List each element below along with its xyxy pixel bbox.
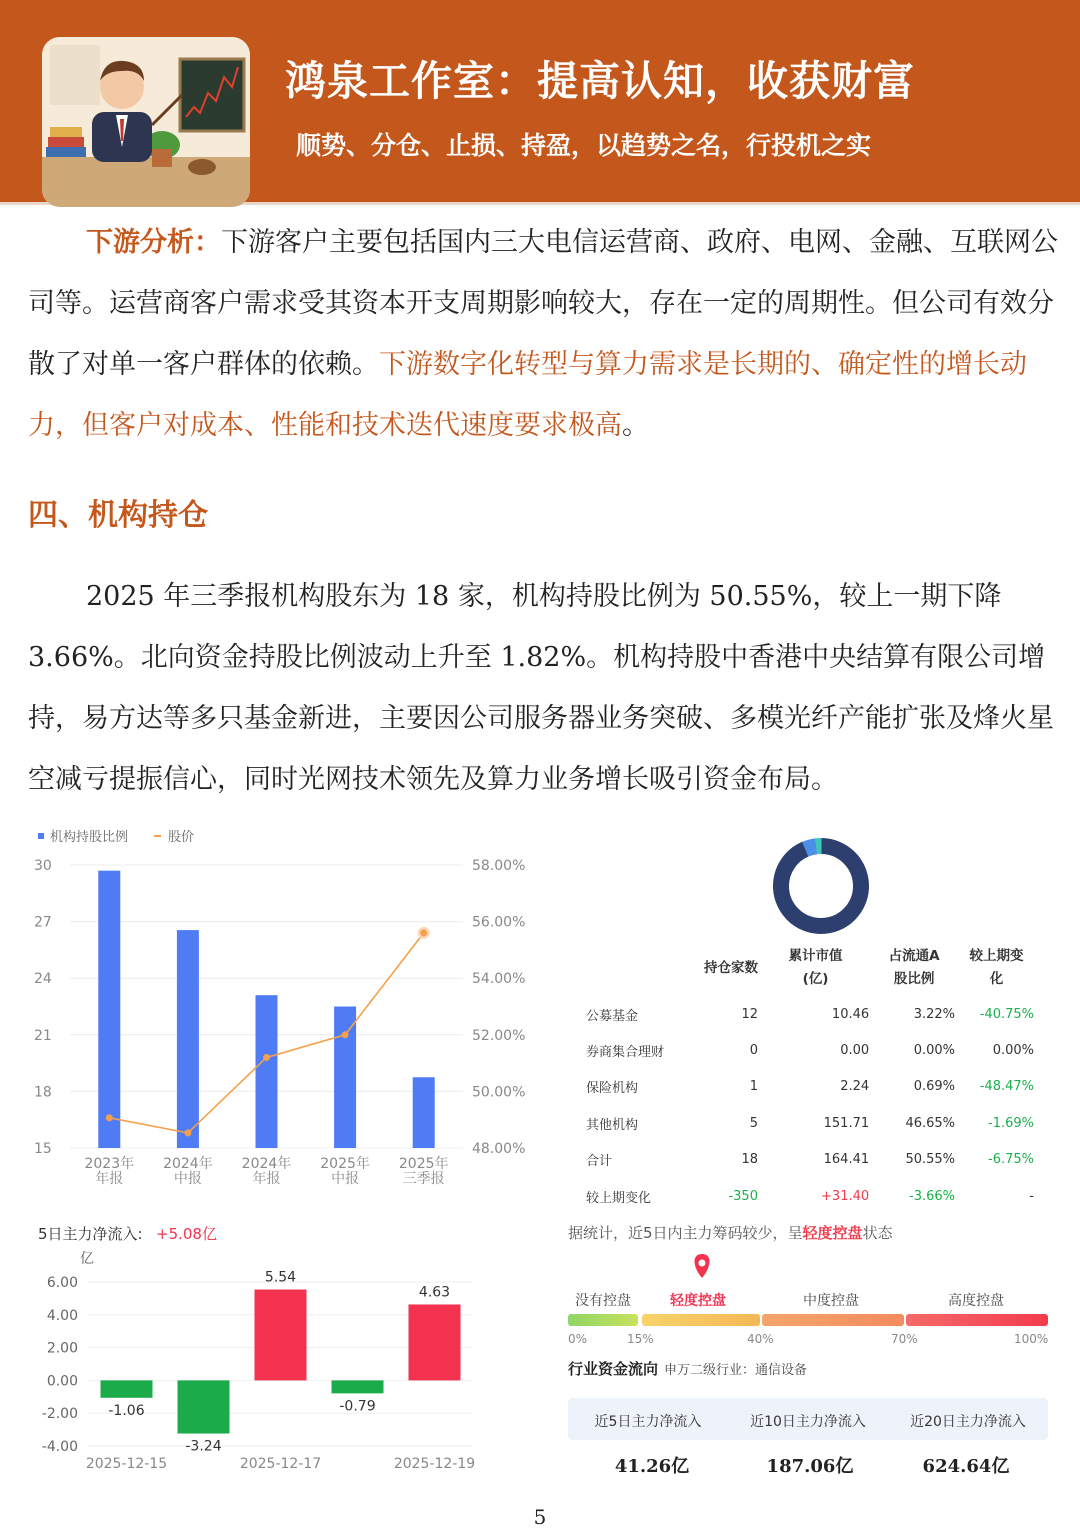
- downstream-highlight: 下游数字化转型与算力需求是长期的、确定性的增长动力，但客户对成本、性能和技术迭代速度要求极高: [28, 349, 1027, 441]
- gauge-marker-dot: [699, 1260, 706, 1267]
- price-point: [106, 1114, 113, 1121]
- y-tick-label: 4.00: [46, 1307, 78, 1324]
- table-cell: -350: [728, 1188, 758, 1204]
- price-point: [184, 1129, 191, 1136]
- gauge-segment: [762, 1314, 904, 1326]
- table-cell: 50.55%: [905, 1152, 956, 1168]
- gauge-segment: [906, 1314, 1048, 1326]
- price-point: [263, 1054, 270, 1061]
- x-tick-label: 2023年: [84, 1156, 135, 1172]
- table-cell: 公募基金: [586, 1008, 639, 1024]
- y-tick-label: 0.00: [46, 1373, 78, 1390]
- section-title: 四、机构持仓: [28, 498, 208, 533]
- flow-title-label: 5日主力净流入:: [38, 1225, 143, 1243]
- flow-bar: [255, 1290, 307, 1381]
- x-tick-label: 2025年: [398, 1156, 449, 1172]
- flow-bar: [409, 1304, 461, 1380]
- industry-header-20d: 近20日主力净流入: [910, 1414, 1026, 1430]
- flow-bar: [178, 1380, 230, 1433]
- right-tick-label: 54.00%: [472, 971, 526, 988]
- industry-header-10d: 近10日主力净流入: [750, 1414, 866, 1430]
- table-cell: +31.40: [821, 1188, 870, 1204]
- table-cell: -1.69%: [988, 1115, 1034, 1131]
- tick-70: 70%: [891, 1332, 918, 1346]
- table-cell: 0.69%: [913, 1079, 956, 1095]
- table-row: [570, 1069, 1050, 1105]
- holding-bar: [413, 1077, 435, 1148]
- table-cell: 18: [741, 1152, 758, 1168]
- table-cell: -6.75%: [988, 1152, 1034, 1168]
- table-header: [691, 940, 762, 996]
- x-tick-label: 中报: [331, 1171, 360, 1187]
- table-header: [873, 940, 959, 996]
- table-cell: 1: [749, 1079, 758, 1095]
- legend-label-price: 股价: [168, 830, 195, 845]
- table-row: [570, 1032, 1050, 1068]
- table-cell: 其他机构: [586, 1117, 639, 1133]
- table-cell: 5: [749, 1115, 758, 1131]
- x-tick-label: 2025-12-15: [85, 1456, 168, 1472]
- industry-value-10d: 187.06亿: [766, 1456, 854, 1477]
- left-tick-label: 15: [34, 1141, 52, 1157]
- x-tick-label: 2025-12-19: [393, 1456, 476, 1472]
- table-cell: 3.22%: [913, 1006, 956, 1022]
- table-cell: 0.00%: [913, 1043, 956, 1059]
- right-tick-label: 58.00%: [472, 858, 526, 874]
- table-cell: 2.24: [840, 1079, 870, 1095]
- y-tick-label: -4.00: [41, 1439, 78, 1455]
- institution-holding-chart: [28, 822, 538, 1197]
- tick-40: 40%: [747, 1332, 774, 1346]
- table-cell: 10.46: [831, 1006, 870, 1022]
- x-tick-label: 2024年: [241, 1156, 292, 1172]
- industry-subtitle: 申万二级行业：通信设备: [664, 1363, 808, 1378]
- y-tick-label: 2.00: [46, 1340, 78, 1357]
- flow-bar: [332, 1380, 384, 1393]
- header-change: 较上期变 化: [969, 948, 1024, 987]
- table-cell: 164.41: [823, 1152, 870, 1168]
- industry-title: 行业资金流向: [568, 1360, 659, 1378]
- table-row: [570, 1142, 1050, 1178]
- y-tick-label: 6.00: [46, 1275, 78, 1291]
- tick-100: 100%: [1014, 1332, 1049, 1346]
- capital-flow-chart: [28, 1218, 483, 1480]
- holding-donut-chart: [770, 835, 872, 937]
- table-cell: 0: [749, 1043, 758, 1059]
- table-cell: 151.71: [823, 1115, 870, 1131]
- flow-value-label: 5.54: [264, 1269, 297, 1286]
- tick-0: 0%: [568, 1332, 588, 1346]
- flow-value-label: -3.24: [185, 1438, 222, 1455]
- x-tick-label: 2024年: [163, 1156, 213, 1172]
- flow-bar: [101, 1380, 153, 1397]
- table-row: [570, 996, 1050, 1032]
- left-tick-label: 21: [34, 1027, 52, 1044]
- table-cell: 12: [741, 1006, 758, 1022]
- holding-bar: [334, 1007, 356, 1149]
- x-tick-label: 2025-12-17: [239, 1456, 322, 1472]
- legend-swatch-holding: [38, 833, 44, 839]
- header-subtitle: 顺势、分仓、止损、持盈，以趋势之名，行投机之实: [296, 131, 872, 160]
- x-tick-label: 三季报: [402, 1171, 445, 1187]
- industry-flow-title: [568, 1358, 807, 1379]
- flow-value-label: 4.63: [418, 1284, 451, 1301]
- flow-value-label: -1.06: [108, 1402, 145, 1419]
- flow-title-value: +5.08亿: [156, 1225, 217, 1243]
- control-statement: [568, 1222, 893, 1243]
- table-cell: 0.00: [840, 1043, 870, 1059]
- table-row: [570, 1178, 1050, 1214]
- table-cell: -: [1029, 1188, 1034, 1204]
- industry-value-20d: 624.64亿: [922, 1456, 1010, 1477]
- legend-label-holding: 机构持股比例: [50, 830, 129, 845]
- page-number: 5: [533, 1505, 547, 1529]
- price-point: [420, 929, 427, 936]
- control-gauge: [565, 1252, 1055, 1332]
- header-holders: 持仓家数: [703, 959, 758, 976]
- table-cell: 保险机构: [586, 1081, 639, 1097]
- right-tick-label: 48.00%: [472, 1141, 526, 1157]
- table-header: [570, 940, 691, 996]
- table-header: [762, 940, 873, 996]
- flow-y-unit: 亿: [80, 1251, 94, 1267]
- level-high: 高度控盘: [948, 1293, 1004, 1309]
- table-header: [959, 940, 1050, 996]
- downstream-label: 下游分析：: [86, 227, 221, 258]
- x-tick-label: 2025年: [320, 1156, 370, 1172]
- flow-value-label: -0.79: [339, 1398, 376, 1415]
- table-header-row: [570, 940, 1050, 996]
- level-none: 没有控盘: [575, 1293, 631, 1309]
- donut-slice: [781, 846, 861, 926]
- table-cell: 46.65%: [905, 1115, 956, 1131]
- tick-15: 15%: [627, 1332, 654, 1346]
- table-cell: -40.75%: [979, 1006, 1034, 1022]
- downstream-text: 下游客户主要包括国内三大电信运营商、政府、电网、金融、互联网公司等。运营商客户需求受其资本开支周期影响较大，存在一定的周期性。但公司有效分散了对单一客户群体的依赖。: [28, 227, 1058, 380]
- header-float-ratio: 占流通A 股比例: [888, 948, 940, 987]
- right-tick-label: 52.00%: [472, 1027, 526, 1044]
- left-tick-label: 27: [34, 914, 52, 931]
- header-market-value: 累计市值 (亿): [788, 948, 843, 987]
- holding-bar: [98, 871, 120, 1148]
- price-point: [342, 1031, 349, 1038]
- table-cell: 合计: [586, 1154, 613, 1170]
- industry-value-5d: 41.26亿: [614, 1456, 690, 1477]
- industry-header-5d: 近5日主力净流入: [594, 1414, 702, 1430]
- header-title: 鸿泉工作室：提高认知，收获财富: [285, 57, 915, 105]
- left-tick-label: 18: [34, 1084, 52, 1101]
- right-tick-label: 56.00%: [472, 914, 526, 931]
- level-light: 轻度控盘: [670, 1293, 726, 1309]
- table-cell: 较上期变化: [586, 1190, 652, 1206]
- holding-bar: [177, 930, 199, 1148]
- gauge-segment: [642, 1314, 760, 1326]
- downstream-paragraph: [28, 212, 1058, 456]
- y-tick-label: -2.00: [41, 1406, 78, 1423]
- level-medium: 中度控盘: [803, 1293, 859, 1309]
- x-tick-label: 年报: [252, 1171, 281, 1187]
- holding-bar: [256, 995, 278, 1148]
- table-cell: -48.47%: [979, 1079, 1034, 1095]
- institution-table: [570, 940, 1050, 1214]
- header-illustration: [42, 37, 250, 207]
- stat-prefix: 据统计，近5日内主力筹码较少，呈: [568, 1224, 803, 1242]
- stat-suffix: 状态: [862, 1224, 893, 1242]
- table-row: [570, 1105, 1050, 1141]
- page-header: [0, 0, 1080, 205]
- x-tick-label: 中报: [173, 1171, 202, 1187]
- left-tick-label: 30: [34, 858, 52, 874]
- table-cell: 0.00%: [992, 1043, 1034, 1059]
- institution-paragraph: 2025 年三季报机构股东为 18 家，机构持股比例为 50.55%，较上一期下降 3.66%。北向资金持股比例波动上升至 1.82%。机构持股中香港中央结算有限公司增持，易方达等多只基金新进，主要因公司服务器业务突破、多模光纤产能扩张及烽火星空减亏提振信心，同时光网技术领先及算力业务增长吸引资金布局。: [28, 581, 1054, 795]
- table-cell: 券商集合理财: [586, 1045, 665, 1061]
- left-tick-label: 24: [34, 971, 52, 988]
- x-tick-label: 年报: [95, 1171, 124, 1187]
- table-cell: -3.66%: [909, 1188, 956, 1204]
- downstream-end: 。: [622, 410, 649, 441]
- legend-swatch-price: [154, 835, 161, 837]
- gauge-segment: [568, 1314, 638, 1326]
- right-tick-label: 50.00%: [472, 1084, 526, 1101]
- stat-level: 轻度控盘: [802, 1224, 863, 1242]
